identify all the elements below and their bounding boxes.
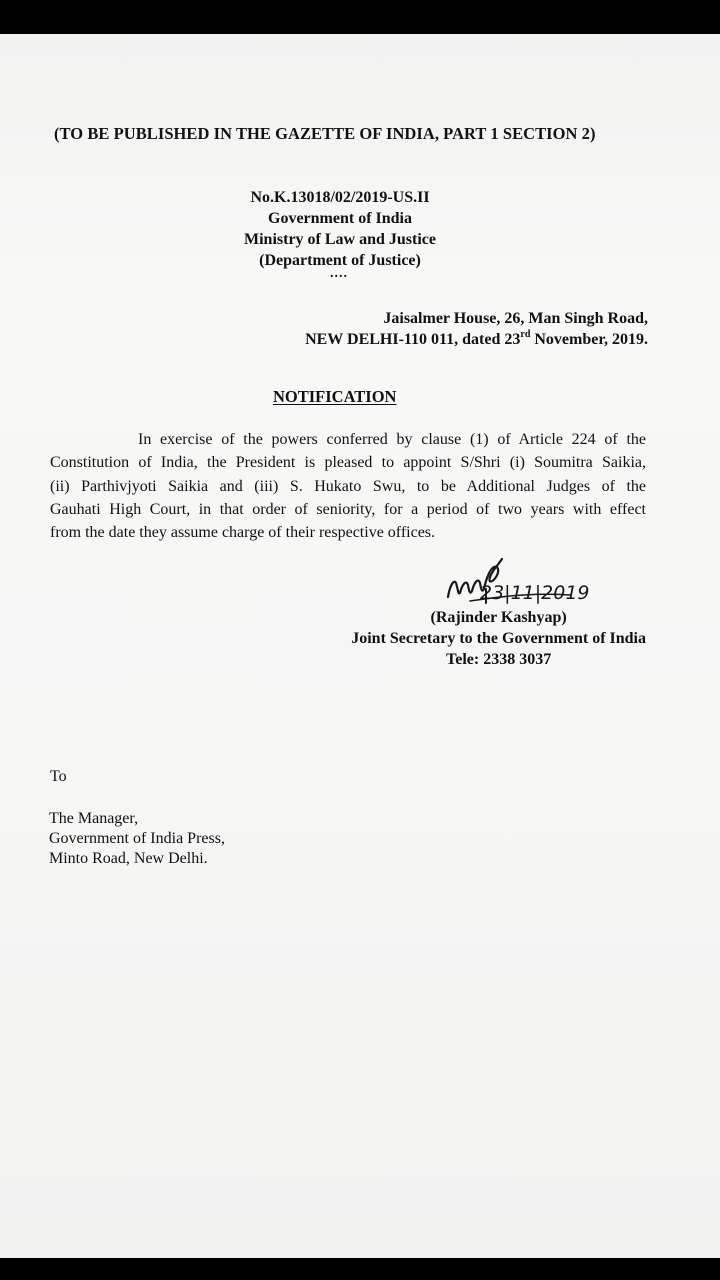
reference-block	[180, 187, 500, 271]
to-label: To	[50, 768, 67, 785]
department-name: (Department of Justice)	[259, 252, 421, 269]
handwritten-date: 23|11|2019	[480, 582, 590, 604]
body-line: (ii) Parthivjyoti Saikia and (iii) S. Hukato Swu, to be Additional Judges of the	[50, 477, 646, 495]
handwritten-signature	[440, 549, 590, 611]
body-line: Constitution of India, the President is pleased to appoint S/Shri (i) Soumitra Saikia,	[50, 454, 646, 472]
reference-number: No.K.13018/02/2019-US.II	[250, 189, 430, 206]
body-line: from the date they assume charge of their respective offices.	[50, 524, 436, 542]
recipient-line-3: Minto Road, New Delhi.	[49, 850, 208, 867]
notification-body	[50, 428, 646, 544]
recipient-line-1: The Manager,	[49, 810, 139, 827]
separator-dots: ....	[330, 266, 348, 281]
body-line: In exercise of the powers conferred by clause (1) of Article 224 of the	[138, 431, 646, 448]
body-line: Gauhati High Court, in that order of seniority, for a period of two years with effect	[50, 500, 646, 518]
document-page	[0, 34, 720, 1258]
bottom-black-bar	[0, 1258, 720, 1280]
address-block	[305, 308, 648, 350]
ministry-name: Ministry of Law and Justice	[244, 231, 436, 248]
recipient-block	[49, 809, 225, 869]
recipient-line-2: Government of India Press,	[49, 830, 225, 847]
address-date-superscript: rd	[520, 329, 531, 340]
signature-block	[351, 607, 646, 670]
address-date-suffix: November, 2019.	[530, 331, 648, 348]
signatory-name: (Rajinder Kashyap)	[430, 609, 567, 626]
address-line-1: Jaisalmer House, 26, Man Singh Road,	[383, 310, 648, 327]
government-name: Government of India	[268, 210, 412, 227]
signatory-designation: Joint Secretary to the Government of India	[351, 630, 646, 647]
signatory-telephone: Tele: 2338 3037	[446, 651, 552, 668]
top-black-bar	[0, 0, 720, 34]
address-date-prefix: NEW DELHI-110 011, dated 23	[305, 331, 521, 348]
address-line-2	[305, 329, 648, 350]
gazette-header: (TO BE PUBLISHED IN THE GAZETTE OF INDIA, PART 1 SECTION 2)	[54, 124, 596, 143]
notification-title: NOTIFICATION	[273, 387, 397, 406]
